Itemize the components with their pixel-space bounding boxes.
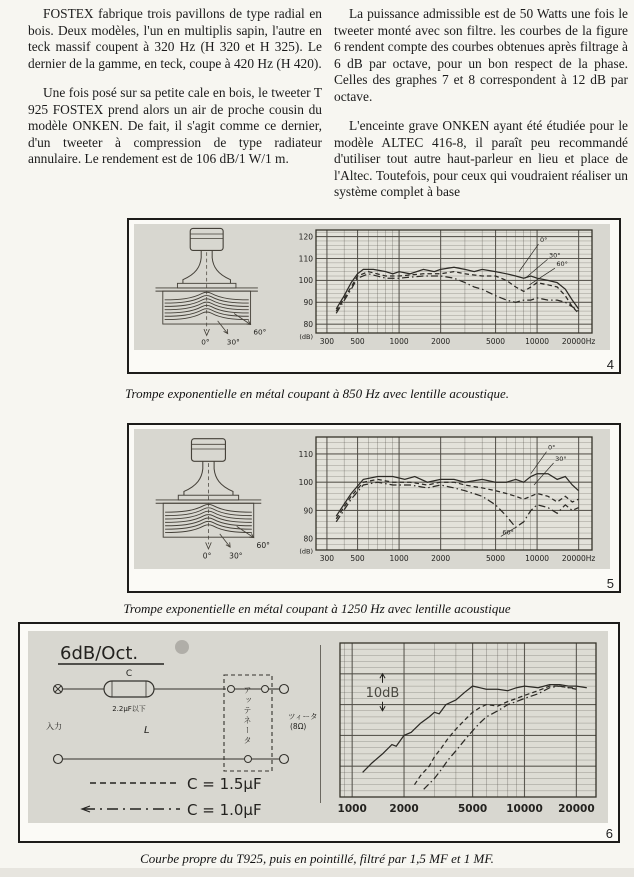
frequency-response-chart-850hz (290, 225, 608, 349)
scan-edge-band (0, 868, 634, 877)
svg-text:500: 500 (350, 337, 365, 346)
horn-lens-diagram (150, 433, 282, 565)
svg-text:300: 300 (319, 337, 335, 346)
legend-label-1: C = 1.5µF (187, 775, 262, 793)
svg-text:1000: 1000 (389, 554, 409, 563)
svg-text:(dB): (dB) (299, 333, 313, 342)
horn-lens-diagram (150, 223, 278, 351)
coil-label: L (144, 725, 150, 736)
capacitor-label: C (125, 669, 133, 679)
svg-text:80: 80 (303, 320, 313, 330)
figure-5-panel (134, 429, 610, 569)
svg-text:30°: 30° (226, 337, 240, 347)
svg-text:500: 500 (350, 554, 365, 563)
svg-text:30°: 30° (229, 551, 243, 561)
right-text-column (334, 6, 628, 214)
svg-text:5000: 5000 (485, 337, 506, 346)
svg-text:60°: 60° (256, 541, 270, 551)
svg-text:0°: 0° (201, 337, 210, 347)
svg-text:20000Hz: 20000Hz (561, 554, 596, 563)
svg-text:120: 120 (298, 232, 313, 242)
svg-text:2000: 2000 (431, 337, 451, 346)
crossover-circuit-diagram (32, 631, 322, 823)
t925-filter-response-chart (328, 639, 604, 819)
svg-text:5000: 5000 (485, 554, 506, 563)
svg-text:90: 90 (303, 506, 313, 516)
capacitor-value: 2.2µF以下 (112, 705, 146, 713)
figure-number: 6 (605, 826, 613, 841)
legend-label-2: C = 1.0µF (187, 801, 262, 819)
paragraph: FOSTEX fabrique trois pavillons de type radial en bois. Deux modèles, l'un en multiplis sapin, l'autre en teck massif coupent à 320 Hz (H 320 et H 325). Le dernier de la gamme, en teck, coupe à 420 Hz (H 420). (28, 6, 322, 71)
svg-text:1000: 1000 (389, 337, 409, 346)
svg-text:10000: 10000 (525, 337, 550, 346)
figure-6-frame (18, 622, 620, 843)
svg-text:5000: 5000 (457, 803, 488, 815)
svg-text:80: 80 (303, 534, 313, 544)
svg-text:0°: 0° (540, 236, 548, 245)
svg-text:1000: 1000 (337, 803, 367, 815)
slope-title: 6dB/Oct. (60, 643, 139, 664)
capacitor-symbol (104, 681, 154, 697)
svg-text:20000Hz: 20000Hz (561, 337, 596, 346)
frequency-response-chart-1250hz (290, 432, 608, 568)
figure-number: 4 (606, 357, 614, 372)
svg-text:60°: 60° (556, 260, 568, 269)
svg-text:30°: 30° (549, 251, 561, 260)
svg-text:2000: 2000 (389, 803, 419, 815)
svg-text:20000: 20000 (558, 803, 595, 815)
left-text-column (28, 6, 322, 181)
tweeter-label: ツィータ (288, 712, 318, 721)
paragraph: L'enceinte grave ONKEN ayant été étudiée pour le modèle ALTEC 416-8, il paraît peu recommandé d'utiliser tout autre haut-parleur en lieu et place de l'Altec. Toutefois, pour ceux qui voudraient réaliser un système complet à base (334, 118, 628, 199)
svg-text:100: 100 (298, 478, 313, 487)
svg-text:60°: 60° (502, 528, 514, 537)
scan-divider-line (320, 645, 321, 803)
svg-text:90: 90 (303, 298, 313, 308)
attenuator-label: アッテネータ (243, 686, 252, 746)
svg-text:0°: 0° (202, 551, 212, 561)
svg-text:110: 110 (298, 254, 313, 264)
figure-4-frame (127, 218, 621, 374)
scan-stain (175, 640, 189, 654)
figure-5-frame (127, 423, 621, 593)
svg-text:10dB: 10dB (365, 685, 400, 701)
svg-text:0°: 0° (548, 443, 556, 452)
svg-text:110: 110 (298, 449, 313, 459)
figure-number: 5 (606, 576, 614, 591)
figure-6-caption: Courbe propre du T925, puis en pointillé, filtré par 1,5 MF et 1 MF. (140, 851, 494, 866)
svg-text:(dB): (dB) (299, 547, 313, 556)
svg-text:100: 100 (298, 276, 313, 286)
input-label: 入力 (46, 722, 62, 731)
paragraph: Une fois posé sur sa petite cale en bois, le tweeter T 925 FOSTEX prend alors un air de proche cousin du modèle ONKEN. De fait, il s'agit comme ce dernier, d'un tweeter à compression de type radiateur annulaire. Le rendement est de 106 dB/1 W/1 m. (28, 85, 322, 166)
tweeter-impedance: (8Ω) (290, 722, 307, 731)
svg-text:2000: 2000 (431, 554, 451, 563)
figure-6-panel (28, 631, 608, 823)
svg-text:60°: 60° (253, 327, 267, 337)
figure-5-caption: Trompe exponentielle en métal coupant à 1250 Hz avec lentille acoustique (123, 601, 511, 616)
paragraph: La puissance admissible est de 50 Watts une fois le tweeter monté avec son filtre. les courbes de la figure 6 rendent compte des courbes obtenues après filtrage à 6 dB par octave, pour un bon respect de la phase. Celles des graphes 7 et 8 correspondent à 12 dB par octave. (334, 6, 628, 104)
svg-text:300: 300 (319, 554, 335, 563)
figure-4-caption: Trompe exponentielle en métal coupant à 850 Hz avec lentille acoustique. (124, 386, 509, 401)
svg-text:30°: 30° (555, 455, 567, 464)
svg-text:10000: 10000 (506, 803, 543, 815)
svg-text:10000: 10000 (525, 554, 550, 563)
figure-4-panel (134, 224, 610, 350)
